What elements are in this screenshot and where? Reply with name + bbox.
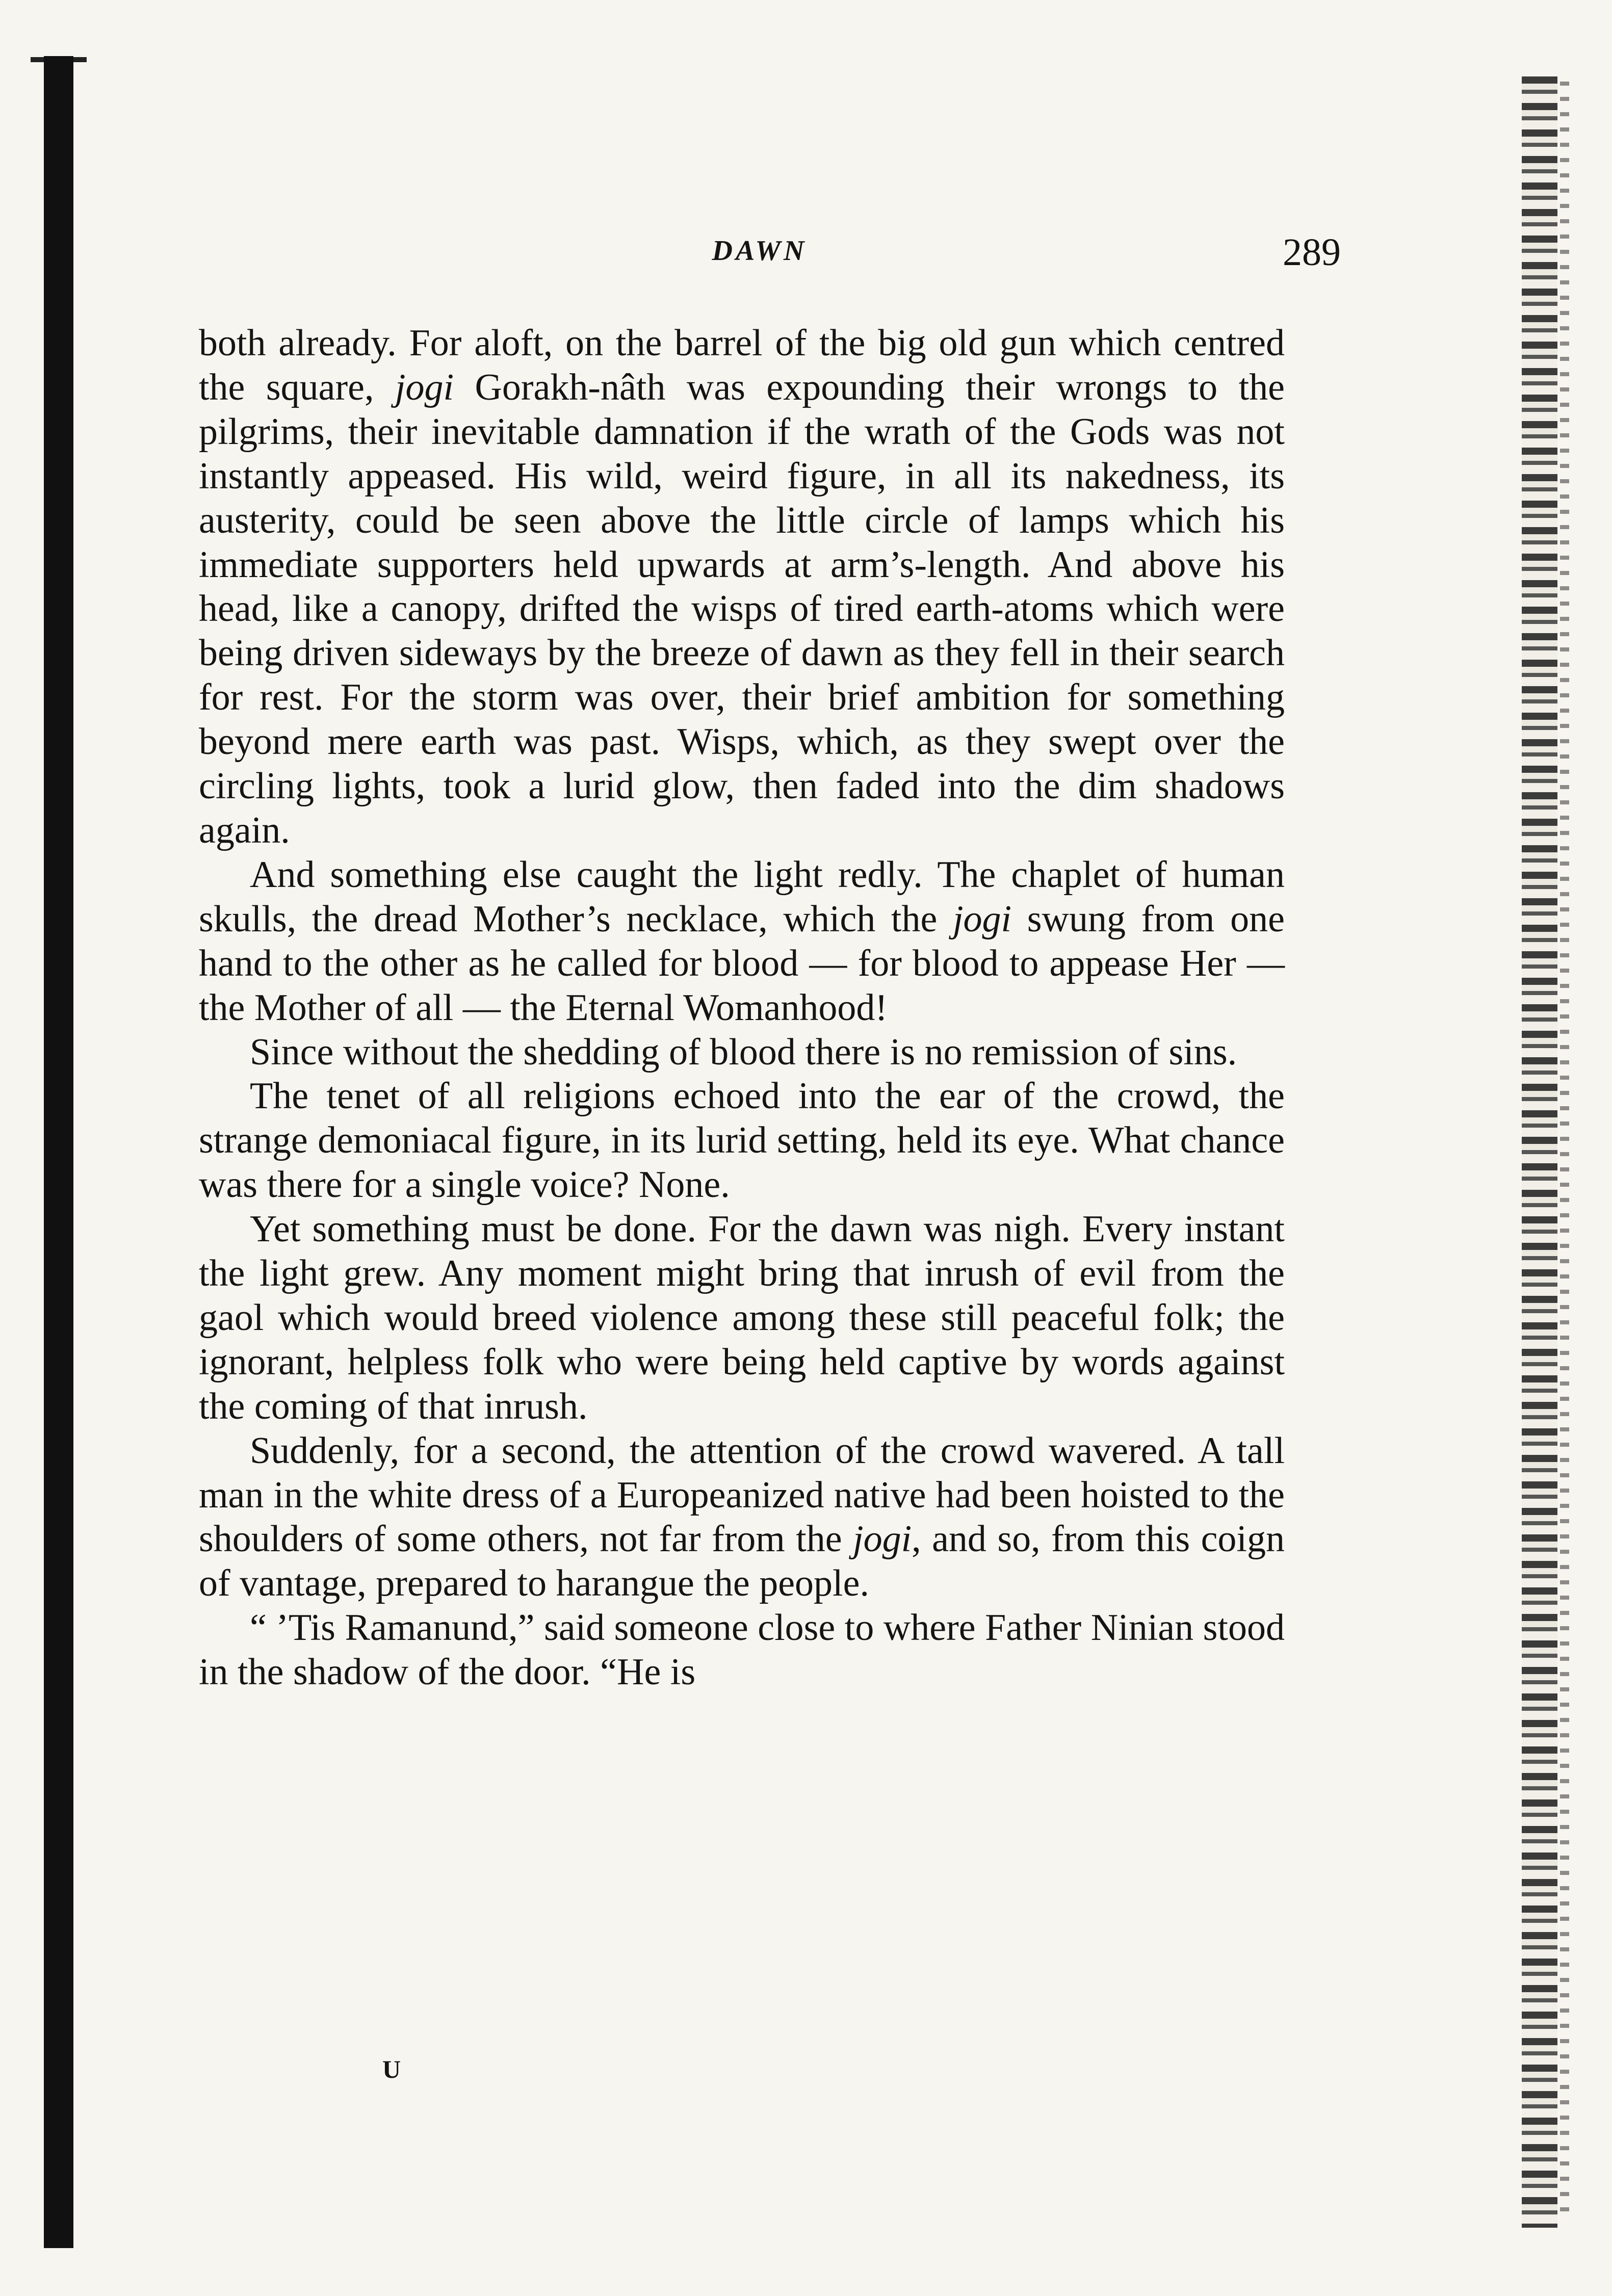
paragraph: Since without the shedding of blood there is no remission of sins. bbox=[250, 1031, 1237, 1073]
page-edge-shadow bbox=[1522, 76, 1557, 2228]
page-edge-marks bbox=[1560, 82, 1569, 2223]
paragraph: “ ’Tis Ramanund,” said someone close to where Father Ninian stood in the shadow of the door. “He is bbox=[199, 1607, 1285, 1693]
running-head: DAWN bbox=[712, 235, 808, 267]
signature-mark: U bbox=[382, 2055, 401, 2083]
paragraph: both already. For aloft, on the barrel of the big old gun which centred the square, jogi Gorakh-nâth was expounding their wrongs to the pilgrims, their inevitable damnation if the wrath of the Gods was not instantly appeased. His wild, weird figure, in all its nakedness, its austerity, could be seen above the little circle of lamps which his immediate supporters held upwards at arm’s-length. And above his head, like a canopy, drifted the wisps of tired earth-atoms which were being driven sideways by the breeze of dawn as they fell in their search for rest. For the storm was over, their brief ambition for something beyond mere earth was past. Wisps, which, as they swept over the circling lights, took a lurid glow, then faded into the dim shadows again. bbox=[199, 322, 1285, 851]
paragraph: And something else caught the light redly. The chaplet of human skulls, the dread Mother’s necklace, which the jogi swung from one hand to the other as he called for blood — for blood to appease Her — the Mother of all — the Eternal Womanhood! bbox=[199, 853, 1285, 1029]
binding-spine bbox=[44, 56, 73, 2248]
body-text bbox=[199, 321, 1285, 1694]
page-number: 289 bbox=[1283, 231, 1341, 274]
page-header bbox=[204, 231, 1341, 280]
paragraph: The tenet of all religions echoed into the ear of the crowd, the strange demoniacal figure, in its lurid setting, held its eye. What chance was there for a single voice? None. bbox=[199, 1075, 1285, 1206]
paragraph: Suddenly, for a second, the attention of the crowd wavered. A tall man in the white dress of a Europeanized native had been hoisted to the shoulders of some others, not far from the jogi, and so, from this coign of vantage, prepared to harangue the people. bbox=[199, 1429, 1285, 1605]
paragraph: Yet something must be done. For the dawn was nigh. Every instant the light grew. Any moment might bring that inrush of evil from the gaol which would breed violence among these still peaceful folk; the ignorant, helpless folk who were being held captive by words against the coming of that inrush. bbox=[199, 1208, 1285, 1427]
